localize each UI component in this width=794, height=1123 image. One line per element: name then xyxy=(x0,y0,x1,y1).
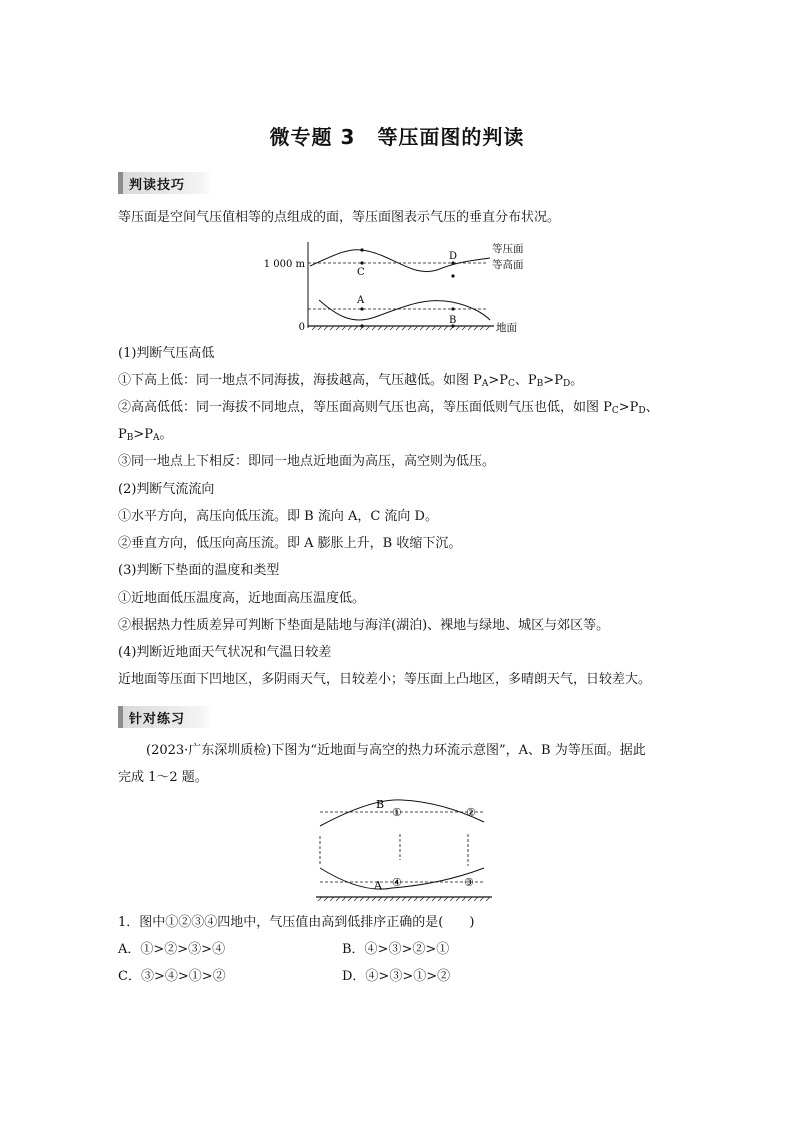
page-title: 微专题 3 等压面图的判读 xyxy=(269,125,525,149)
point-6: ①近地面低压温度高，近地面高压温度低。 xyxy=(118,591,366,606)
point-3: ③同一地点上下相反：即同一地点近地面为高压，高空则为低压。 xyxy=(118,454,496,469)
surface-A-label: A xyxy=(374,879,382,892)
choice-B[interactable]: B．④>③>②>① xyxy=(342,942,450,957)
heading-pressure: (1)判断气压高低 xyxy=(118,346,215,361)
point-4-label: ④ xyxy=(392,876,402,889)
point-1-label: ① xyxy=(392,806,402,819)
point-7: ②根据热力性质差异可判断下垫面是陆地与海洋(湖泊)、裸地与绿地、城区与郊区等。 xyxy=(118,618,610,633)
surface-B-label: B xyxy=(376,798,385,811)
label-isobaric-surface: 等压面 xyxy=(492,243,524,255)
question-1-stem: 1．图中①②③④四地中，气压值由高到低排序正确的是( ) xyxy=(118,915,475,930)
point-A-label: A xyxy=(357,295,365,306)
point-2-continued: $P_B>P_A$。 xyxy=(118,427,173,443)
heading-weather: (4)判断近地面天气状况和气温日较差 xyxy=(118,645,332,660)
point-2-label: ② xyxy=(466,806,476,819)
label-zero: 0 xyxy=(298,322,305,333)
heading-surface: (3)判断下垫面的温度和类型 xyxy=(118,563,280,578)
choice-A[interactable]: A．①>②>③>④ xyxy=(118,942,226,957)
point-2: ②高高低低：同一海拔不同地点，等压面高则气压也高，等压面低则气压也低，如图 $P_C>P_D$、 xyxy=(118,400,659,416)
choice-C[interactable]: C．③>④>①>② xyxy=(118,969,226,984)
heading-airflow: (2)判断气流流向 xyxy=(118,482,215,497)
point-8: 近地面等压面下凹地区，多阴雨天气，日较差小；等压面上凸地区，多晴朗天气，日较差大。 xyxy=(118,672,652,687)
practice-intro-continued: 完成 1～2 题。 xyxy=(118,770,208,785)
isobaric-line-low xyxy=(319,300,490,320)
point-C-label: C xyxy=(357,267,365,278)
point-1: ①下高上低：同一地点不同海拔，海拔越高，气压越低。如图 $P_A>P_C$、$P_B>P_D$。 xyxy=(118,373,584,389)
circulation-figure xyxy=(312,794,496,902)
ground-hatch xyxy=(312,326,490,330)
isobaric-surface-A xyxy=(320,868,484,889)
point-5: ②垂直方向，低压向高压流。即 A 膨胀上升，B 收缩下沉。 xyxy=(118,536,462,551)
section-header-practice xyxy=(118,706,213,728)
choice-D[interactable]: D．④>③>①>② xyxy=(342,969,451,984)
label-isohypse-surface: 等高面 xyxy=(492,259,524,271)
section-label: 针对练习 xyxy=(129,711,186,727)
section-header-skills xyxy=(118,172,213,194)
label-1000m: 1 000 m xyxy=(263,259,305,270)
label-ground: 地面 xyxy=(496,322,517,334)
intro-text: 等压面是空间气压值相等的点组成的面，等压面图表示气压的垂直分布状况。 xyxy=(118,210,561,225)
isobaric-line-high xyxy=(310,250,490,272)
point-3-label: ③ xyxy=(464,876,474,889)
point-D-label: D xyxy=(449,251,458,262)
section-label: 判读技巧 xyxy=(129,177,186,193)
point-4: ①水平方向，高压向低压流。即 B 流向 A，C 流向 D。 xyxy=(118,509,438,524)
point-B-label: B xyxy=(449,315,457,326)
isobaric-surface-B xyxy=(320,800,484,826)
isobaric-figure xyxy=(262,238,542,338)
practice-intro: (2023·广东深圳质检)下图为“近地面与高空的热力环流示意图”，A、B 为等压面。据此 xyxy=(146,743,646,758)
